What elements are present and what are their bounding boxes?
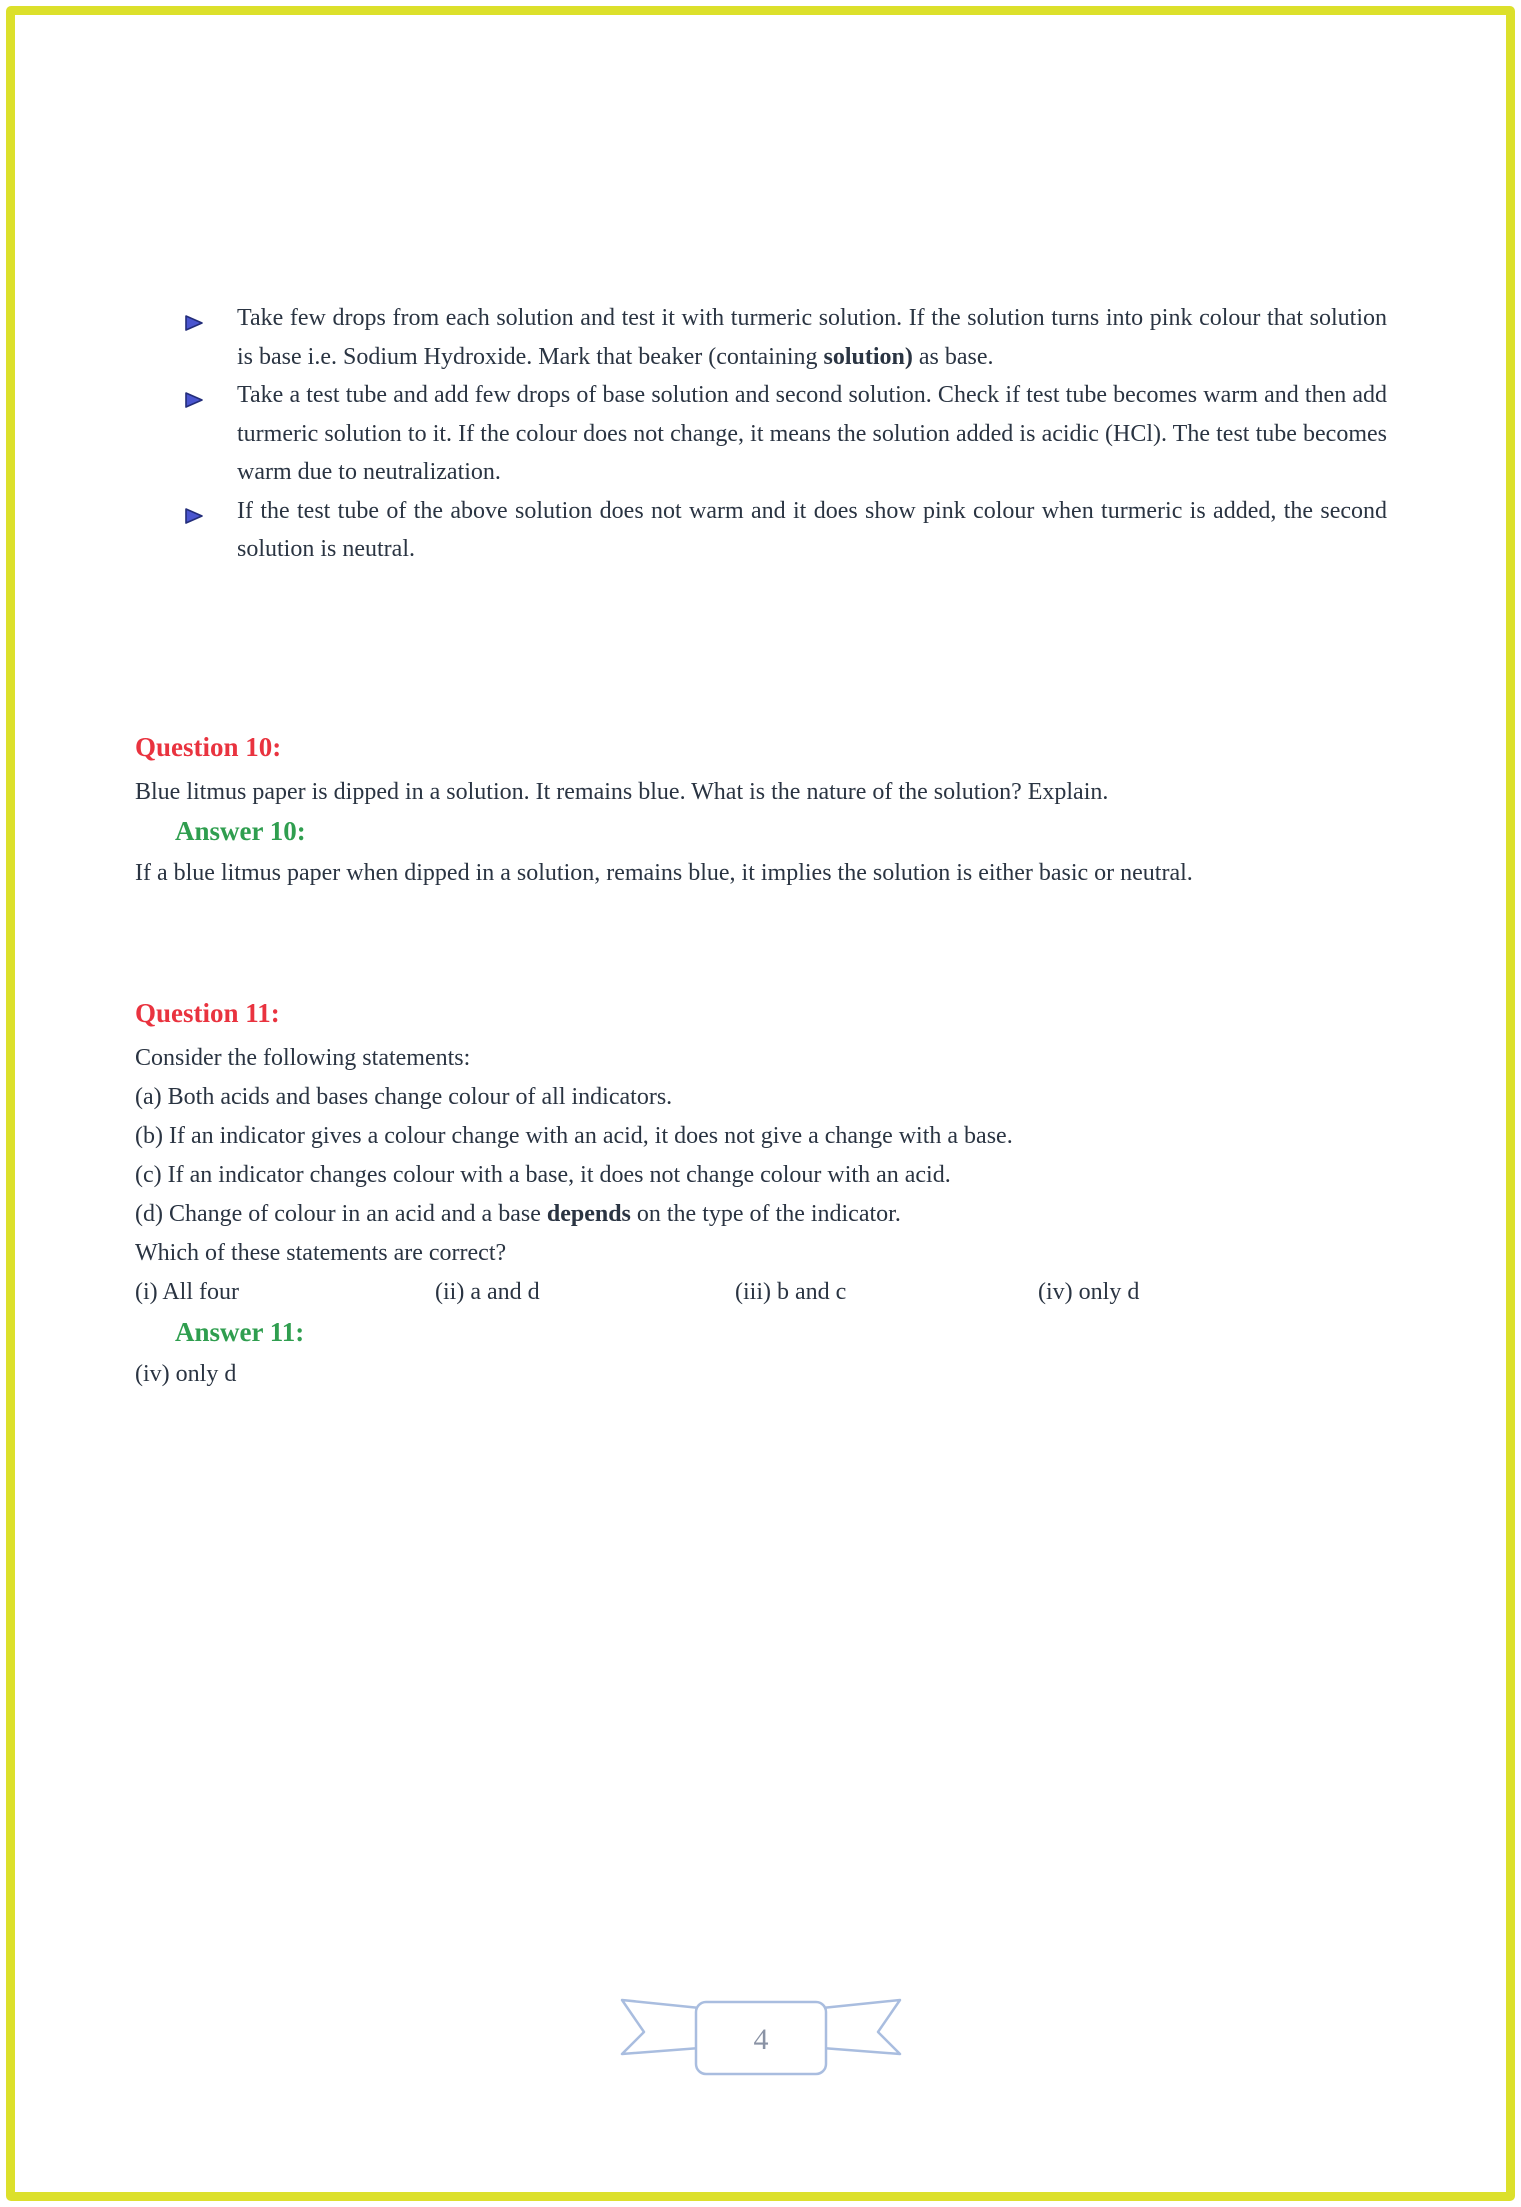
bullet-text-pre: Take a test tube and add few drops of base solution and second solution. Check if test tube becomes warm and then add turmeric solution to it. If the colour does not change, it means the solution added is acidic (HCl). The test tube becomes warm due to neutralization.	[237, 382, 1387, 485]
page-number: 4	[753, 2023, 768, 2056]
page-content	[135, 0, 1387, 1393]
list-item	[135, 299, 1387, 376]
statement-b: (b) If an indicator gives a colour change with an acid, it does not give a change with a base.	[135, 1122, 1013, 1149]
option-i: (i) All four	[135, 1278, 239, 1305]
statements-intro: Consider the following statements:	[135, 1044, 471, 1071]
option-iii: (iii) b and c	[735, 1278, 847, 1305]
ribbon-right-wing	[822, 2000, 900, 2054]
arrowhead-bullet-icon	[183, 376, 237, 492]
question-10-heading: Question 10:	[135, 731, 282, 762]
answer-10-text: If a blue litmus paper when dipped in a solution, remains blue, it implies the solution is either basic or neutral.	[135, 860, 1193, 886]
question-11-text	[135, 1039, 1387, 1312]
statement-a: (a) Both acids and bases change colour of all indicators.	[135, 1083, 673, 1110]
option-iv: (iv) only d	[1038, 1278, 1140, 1305]
answer-11-heading: Answer 11:	[175, 1316, 305, 1347]
list-item	[135, 376, 1387, 492]
page-number-ribbon	[616, 1992, 906, 2089]
statement-d-post: on the type of the indicator.	[630, 1200, 901, 1227]
statement-d	[135, 1195, 1387, 1234]
answer-10-heading: Answer 10:	[175, 816, 306, 846]
arrowhead-bullet-icon	[183, 492, 237, 569]
statements-closing: Which of these statements are correct?	[135, 1239, 507, 1266]
bullet-text	[237, 376, 1387, 492]
statement-d-bold: depends	[546, 1200, 631, 1227]
bullet-text-pre: If the test tube of the above solution does not warm and it does show pink colour when turmeric is added, the second solution is neutral.	[237, 497, 1387, 562]
option-ii: (ii) a and d	[435, 1278, 540, 1305]
question-11-section	[135, 993, 1387, 1394]
question-10-section	[135, 727, 1387, 893]
bullet-text-post: as base.	[912, 343, 994, 370]
question-10-text: Blue litmus paper is dipped in a solution. It remains blue. What is the nature of the solution? Explain.	[135, 778, 1109, 805]
ribbon-left-wing	[622, 2000, 700, 2054]
options-row	[135, 1273, 1387, 1312]
question-11-heading: Question 11:	[135, 997, 280, 1028]
statement-c: (c) If an indicator changes colour with a base, it does not change colour with an acid.	[135, 1161, 951, 1188]
bullet-list	[135, 299, 1387, 569]
bullet-text	[237, 492, 1387, 569]
arrowhead-bullet-icon	[183, 299, 237, 376]
bullet-text-pre: Take few drops from each solution and test it with turmeric solution. If the solution turns into pink colour that solution is base i.e. Sodium Hydroxide. Mark that beaker (containing	[237, 305, 1387, 370]
answer-11-text: (iv) only d	[135, 1360, 237, 1387]
bullet-text	[237, 299, 1387, 376]
list-item	[135, 492, 1387, 569]
bullet-text-bold: solution)	[823, 343, 913, 370]
statement-d-pre: (d) Change of colour in an acid and a base	[135, 1200, 547, 1227]
